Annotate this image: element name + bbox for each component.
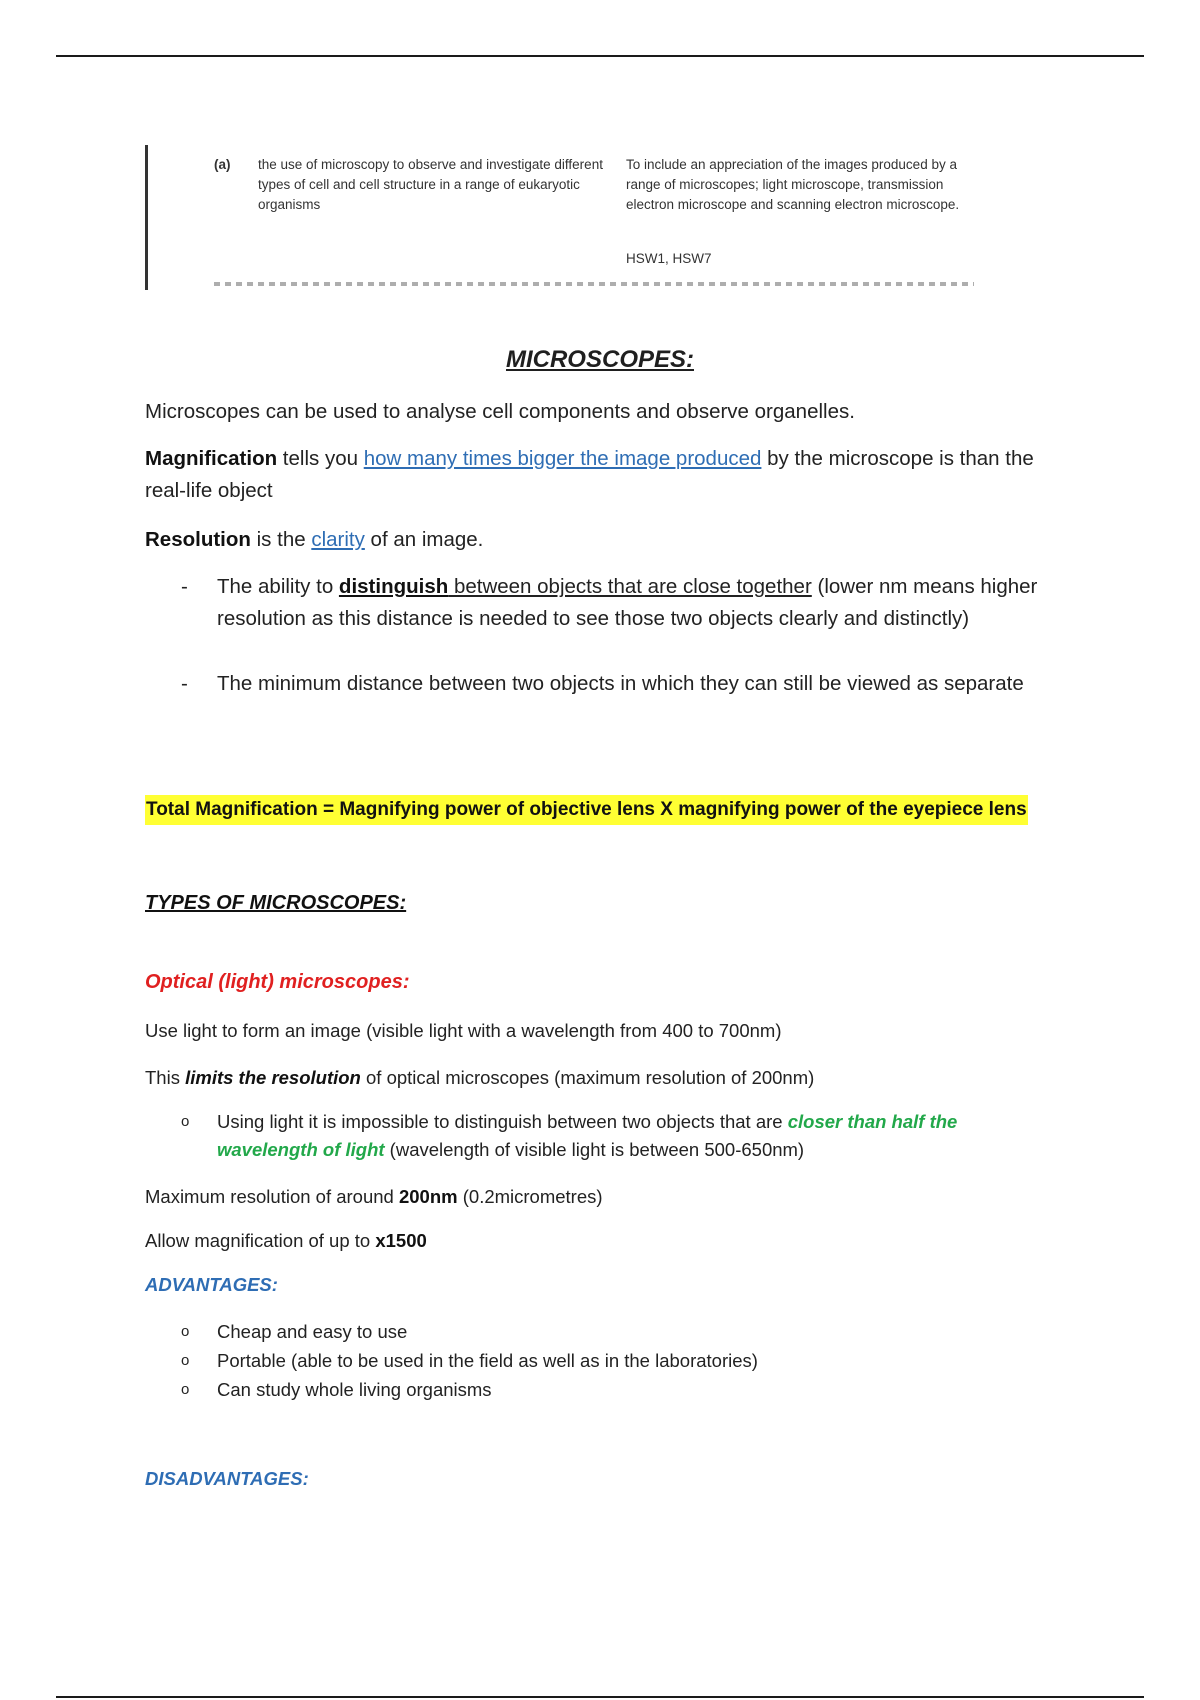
dash-marker: - bbox=[181, 575, 188, 598]
magnification-term: Magnification bbox=[145, 447, 278, 470]
optical-line-2: This limits the resolution of optical microscopes (maximum resolution of 200nm) bbox=[145, 1067, 815, 1088]
advantages-heading: ADVANTAGES: bbox=[145, 1274, 278, 1295]
magnification-formula: Total Magnification = Magnifying power of objective lens X magnifying power of the eyepiece lens bbox=[145, 795, 1028, 825]
spec-label: (a) bbox=[214, 157, 231, 172]
circle-marker: o bbox=[181, 1323, 190, 1340]
max-resolution-line: Maximum resolution of around 200nm (0.2micrometres) bbox=[145, 1186, 603, 1207]
optical-heading: Optical (light) microscopes: bbox=[145, 971, 410, 993]
circle-marker: o bbox=[181, 1352, 190, 1369]
page-title: MICROSCOPES: bbox=[505, 346, 694, 373]
bottom-rule bbox=[56, 1696, 1144, 1698]
disadvantages-heading: DISADVANTAGES: bbox=[145, 1468, 309, 1489]
spec-hsw: HSW1, HSW7 bbox=[626, 251, 712, 266]
dash-marker: - bbox=[181, 672, 188, 695]
types-heading: TYPES OF MICROSCOPES: bbox=[145, 892, 407, 914]
magnification-limit-line: Allow magnification of up to x1500 bbox=[145, 1230, 427, 1251]
optical-line-1: Use light to form an image (visible light with a wavelength from 400 to 700nm) bbox=[145, 1020, 782, 1041]
resolution-link[interactable]: clarity bbox=[311, 528, 365, 551]
spec-column-1: the use of microscopy to observe and investigate different types of cell and cell structure in a range of eukaryotic organisms bbox=[258, 157, 603, 212]
intro-paragraph: Microscopes can be used to analyse cell components and observe organelles. bbox=[145, 400, 855, 423]
circle-marker: o bbox=[181, 1113, 190, 1130]
spec-column-2: To include an appreciation of the images produced by a range of microscopes; light microscope, transmission electron microscope and scanning electron microscope. bbox=[626, 157, 960, 212]
spec-cutoff-line bbox=[214, 282, 974, 286]
resolution-paragraph: Resolution is the clarity of an image. bbox=[145, 528, 484, 551]
spec-excerpt bbox=[145, 145, 1048, 290]
magnification-link[interactable]: how many times bigger the image produced bbox=[363, 447, 762, 470]
circle-marker: o bbox=[181, 1381, 190, 1398]
resolution-term: Resolution bbox=[145, 528, 251, 551]
top-rule bbox=[56, 55, 1144, 57]
magnification-paragraph: Magnification tells you how many times bigger the image produced by the microscope is than the real-life object bbox=[145, 447, 1034, 502]
